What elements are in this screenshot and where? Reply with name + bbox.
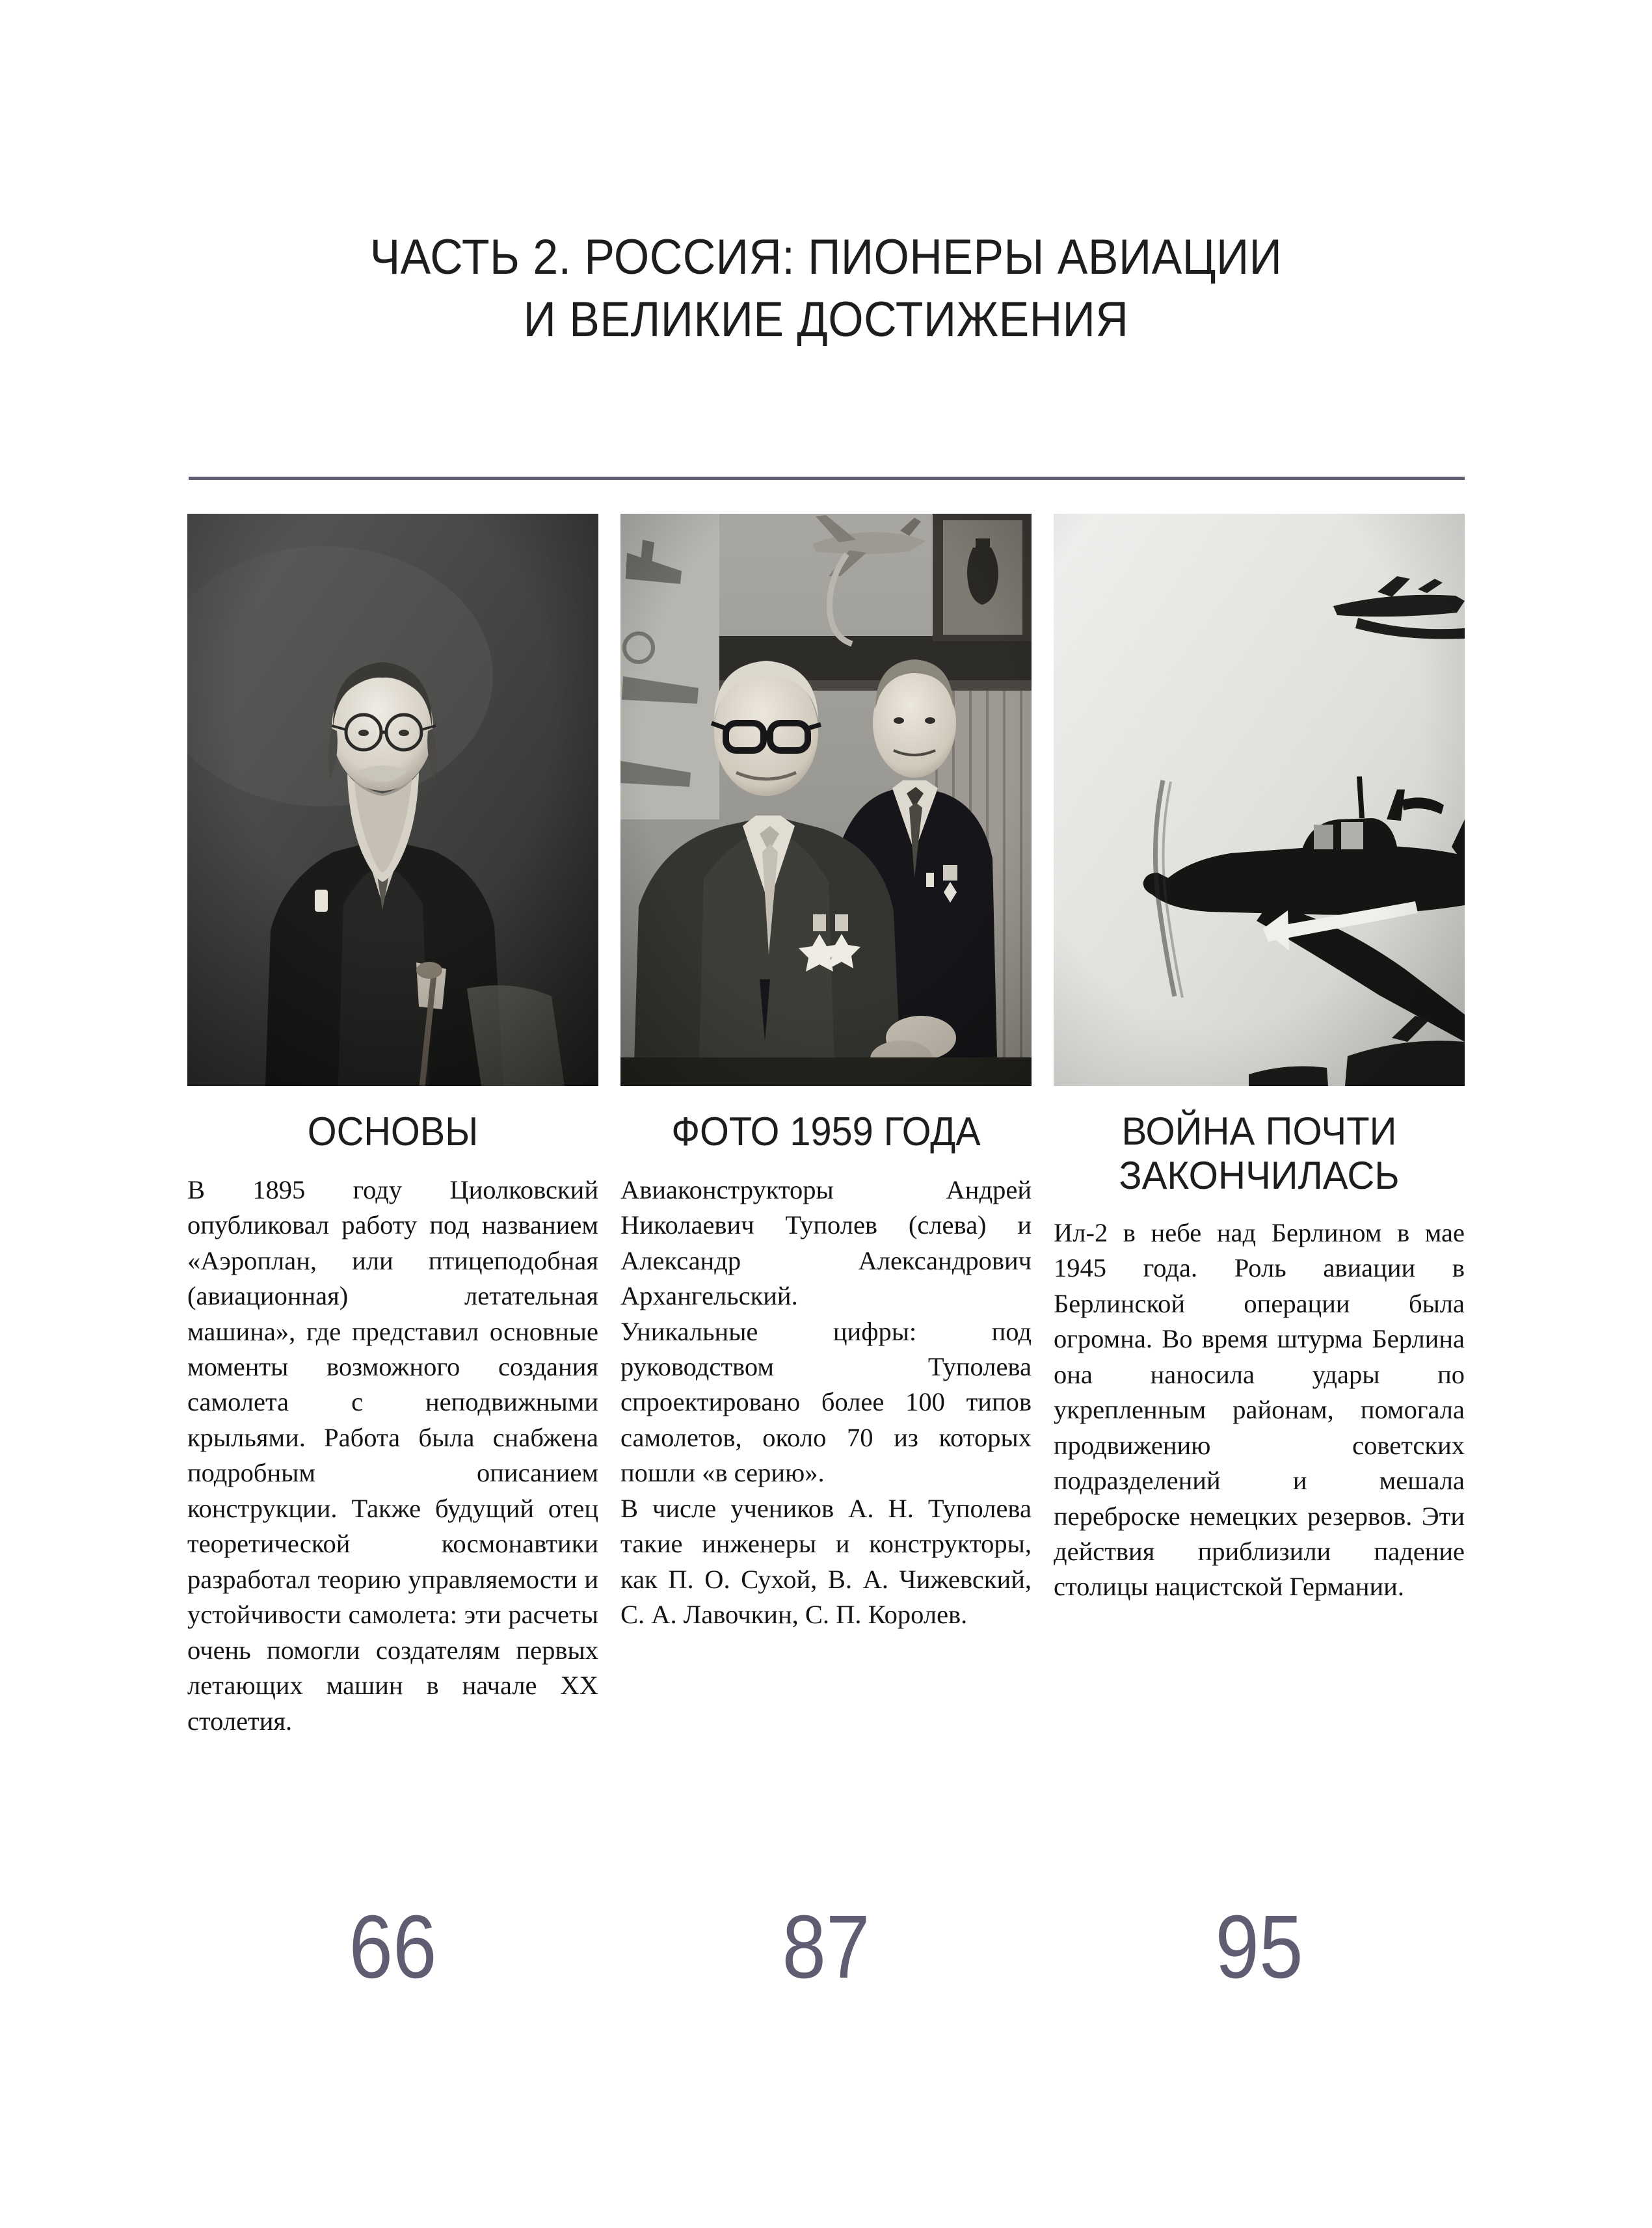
photo-tsiolkovsky	[187, 514, 598, 1086]
body-osnovy	[187, 1173, 598, 1740]
page-number-row	[187, 1897, 1465, 1997]
page-title	[66, 226, 1586, 351]
photo-tupolev-arkhangelsky	[620, 514, 1032, 1086]
page-number-photo-1959: 87	[782, 1897, 870, 1997]
heading-war-ended-line-1: ВОЙНА ПОЧТИ	[1121, 1109, 1397, 1153]
header-divider-rule	[189, 477, 1465, 480]
content-columns	[187, 514, 1465, 2062]
heading-photo-1959: ФОТО 1959 ГОДА	[671, 1109, 981, 1154]
paragraph: Ил-2 в небе над Берлином в мае 1945 года. Роль авиации в Берлинской операции была огромна. Во время штурма Берлина она наносила удары по укрепленным районам, помогала продвижению советских подразделений и мешала переброске немецких резервов. Эти действия приблизили падение столицы нацистской Германии.	[1054, 1217, 1465, 1602]
paragraph: Уникальные цифры: под руководством Туполева спроектировано более 100 типов самолетов, около 70 из которых пошли «в серию».	[620, 1316, 1032, 1488]
heading-war-ended-line-2: ЗАКОНЧИЛАСЬ	[1119, 1154, 1400, 1198]
heading-war-ended	[1059, 1109, 1458, 1199]
page-number-osnovy: 66	[349, 1897, 437, 1997]
heading-osnovy: ОСНОВЫ	[307, 1109, 479, 1154]
body-photo-1959	[620, 1173, 1032, 1633]
page-title-line-2: И ВЕЛИКИЕ ДОСТИЖЕНИЯ	[523, 291, 1129, 347]
paragraph: В 1895 году Циолковский опубликовал работу под названием «Аэроплан, или птицеподобная (авиационная) летательная машина», где представил основные моменты возможного создания самолета с неподвижными крыльями. Работа была снабжена подробным описанием конструкции. Также будущий отец теоретической космонавтики разработал теорию управляемости и устойчивости самолета: эти расчеты очень помогли создателям первых летающих машин в начале XX столетия.	[187, 1174, 598, 1736]
photo-il2-over-berlin	[1054, 514, 1465, 1086]
column-osnovy	[187, 514, 598, 2062]
column-photo-1959	[620, 514, 1032, 2062]
paragraph: Авиаконструкторы Андрей Николаевич Туполев (слева) и Александр Александрович Архангельский.	[620, 1174, 1032, 1311]
column-war-ended	[1054, 514, 1465, 2062]
paragraph: В числе учеников А. Н. Туполева такие инженеры и конструкторы, как П. О. Сухой, В. А. Чижевский, С. А. Лавочкин, С. П. Королев.	[620, 1493, 1032, 1630]
page-number-war-ended: 95	[1215, 1897, 1303, 1997]
body-war-ended	[1054, 1215, 1465, 1605]
page-title-line-1: ЧАСТЬ 2. РОССИЯ: ПИОНЕРЫ АВИАЦИИ	[369, 230, 1283, 285]
